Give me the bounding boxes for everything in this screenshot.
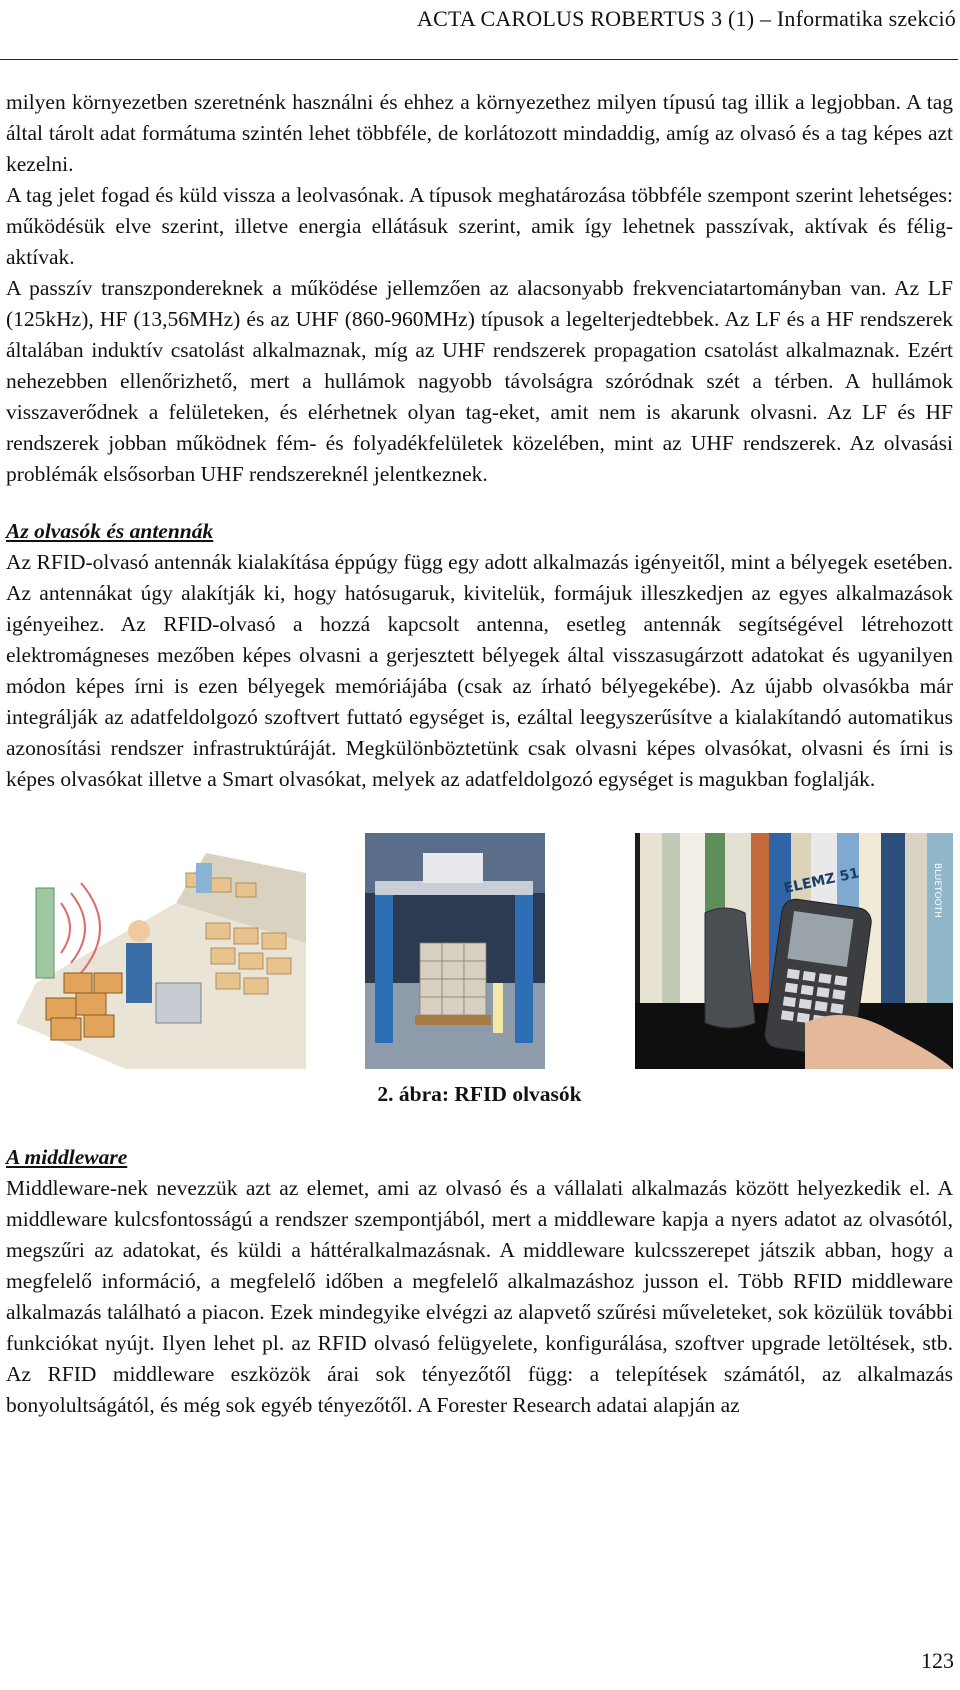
figure-rfid-readers: [6, 833, 953, 1083]
paragraph-passive-transponders: A passzív transzpondereknek a működése jellemzően az alacsonyabb frekvenciatartományban van. Az LF (125kHz), HF (13,56MHz) és az UHF (860-960MHz) típusok a legelterjedtebbek. Az LF és a HF rendszerek általában induktív csatolást alkalmaznak, míg az UHF rendszerek propagation csatolást alkalmaznak. Ezért nehezebben ellenőrizhető, mert a hullámok nagyobb távolságra szóródnak szét a térben. A hullámok visszaverődnek a felületeken, és elérhetnek olyan tag-eket, amit nem is akarunk olvasni. Az LF és HF rendszerek jobban működnek fém- és folyadékfelületek közelében, mint az UHF rendszerek. Az olvasási problémák elsősorban UHF rendszereknél jelentkeznek.: [6, 276, 953, 486]
paragraph-readers-antennas: Az RFID-olvasó antennák kialakítása éppúgy függ egy adott alkalmazás igényeitől, mint a bélyegek esetében. Az antennákat úgy alakítják ki, hogy hatósugaruk, kivitelük, formájuk illeszkedjen az egyes alkalmazások igényeihez. Az RFID-olvasó a hozzá kapcsolt antenna, esetleg antennák segítségével létrehozott elektromágneses mezőben képes olvasni a gerjesztett bélyegek által visszasugárzott adatokat és ugyanilyen módon képes írni is ezen bélyegek memóriájába (csak az írható bélyegekébe). Az újabb olvasókba már integrálják az adatfeldolgozó szoftvert futtató egységet is, ezáltal leegyszerűsítve a kialakítandó automatikus azonosítási rendszer infrastruktúráját. Megkülönböztetünk csak olvasni képes olvasókat, olvasni és írni is képes olvasókat illetve a Smart olvasókat, melyek az adatfeldolgozó egységet is magukban foglalják.: [6, 550, 953, 791]
page-number: 123: [921, 1648, 954, 1673]
book-spine-text: ELEMZ 51: [782, 865, 861, 897]
rfid-portal-photo: [365, 833, 545, 1069]
handheld-reader-photo: [635, 833, 953, 1069]
figure-caption: 2. ábra: RFID olvasók: [377, 1082, 582, 1106]
paragraph-tag-types: A tag jelet fogad és küld vissza a leolvasónak. A típusok meghatározása többféle szempont szerint lehetséges: működésük elve szerint, illetve energia ellátásuk szerint, amik így lehetnek passzívak, aktívak és félig-aktívak.: [6, 183, 953, 269]
book-spine-text: BLUETOOTH: [932, 863, 942, 918]
page-content: [6, 87, 953, 1421]
paragraph-middleware: Middleware-nek nevezzük azt az elemet, ami az olvasó és a vállalati alkalmazás között helyezkedik el. A middleware kulcsfontosságú a rendszer szempontjából, mert a middleware kapja a nyers adatot az olvasótól, megszűri az adatokat, és küldi a háttéralkalmazásnak. A middleware kulcsszerepet játszik abban, hogy a megfelelő információ, a megfelelő időben a megfelelő alkalmazáshoz jusson el. Több RFID middleware alkalmazás található a piacon. Ezek mindegyike elvégzi az alapvető szűrési műveleteket, sok közülük további funkciókat nyújt. Ilyen lehet pl. az RFID olvasó felügyelete, konfigurálása, szoftver upgrade letöltések, stb. Az RFID middleware eszközök árai sok tényezőtől függ: a telepítések számától, az alkalmazás bonyolultságától, és még sok egyéb tényezőtől. A Forester Research adatai alapján az: [6, 1176, 953, 1417]
section-heading-readers-antennas: Az olvasók és antennák: [6, 519, 214, 543]
warehouse-rfid-illustration: [6, 833, 306, 1069]
running-head: ACTA CAROLUS ROBERTUS 3 (1) – Informatika szekció: [417, 6, 956, 31]
section-heading-middleware: A middleware: [6, 1145, 128, 1169]
paragraph-tag-format: milyen környezetben szeretnénk használni és ehhez a környezethez milyen típusú tag illik a legjobban. A tag által tárolt adat formátuma szintén lehet többféle, de korlátozott mindaddig, amíg az olvasó és a tag képes azt kezelni.: [6, 90, 953, 176]
header-rule: [0, 59, 958, 60]
page-header: [0, 0, 960, 60]
